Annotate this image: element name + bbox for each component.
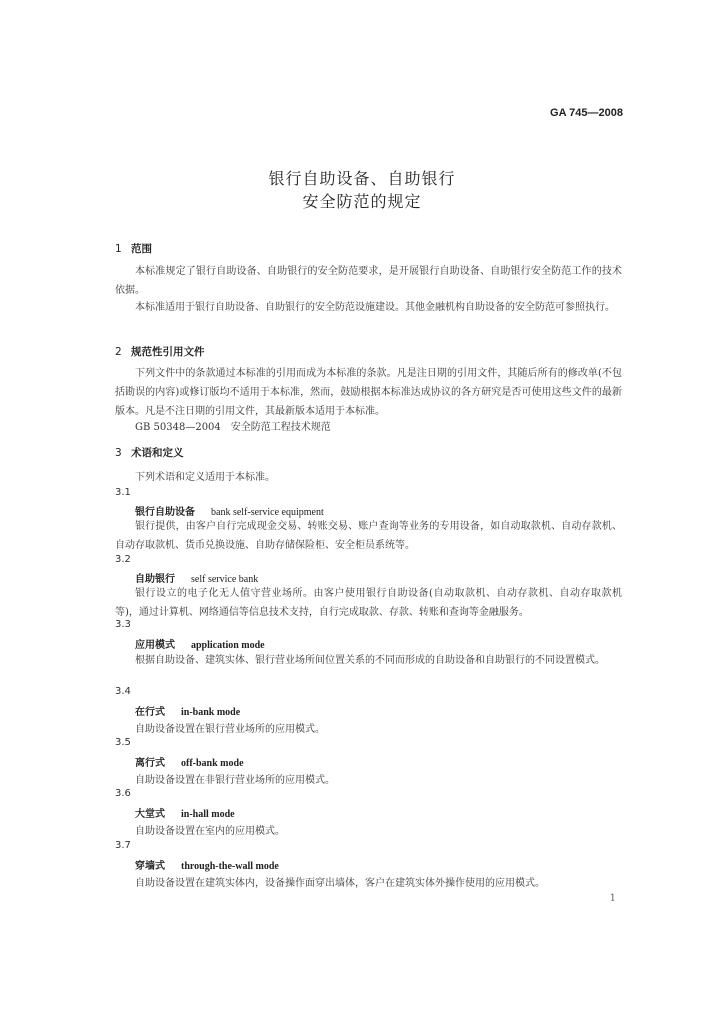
term-en: self service bank <box>191 574 259 585</box>
term-entry <box>135 805 235 820</box>
section-1-paragraph-1: 本标准规定了银行自助设备、自助银行的安全防范要求，是开展银行自助设备、自助银行安全防范工作的技术依据。 <box>115 266 622 296</box>
term-en: bank self-service equipment <box>211 507 324 518</box>
term-zh: 在行式 <box>135 707 165 718</box>
section-3-intro: 下列术语和定义适用于本标准。 <box>135 472 275 483</box>
term-entry <box>135 570 258 585</box>
section-title: 术语和定义 <box>131 447 184 459</box>
term-definition: 自助设备设置在室内的应用模式。 <box>135 826 285 837</box>
term-definition: 根据自助设备、建筑实体、银行营业场所间位置关系的不同而形成的自助设备和自助银行的不同设置模式。 <box>135 655 605 666</box>
page-number: 1 <box>609 893 616 904</box>
term-zh: 自助银行 <box>135 574 175 585</box>
term-zh: 大堂式 <box>135 809 165 820</box>
term-definition: 银行提供，由客户自行完成现金交易、转账交易、账户查询等业务的专用设备，如自动取款机、自动存款机、自动存取款机、货币兑换设施、自助存储保险柜、安全柜员系统等。 <box>115 521 622 551</box>
section-2-paragraph: 下列文件中的条款通过本标准的引用而成为本标准的条款。凡是注日期的引用文件，其随后所有的修改单(不包括勘误的内容)或修订版均不适用于本标准，然而，鼓励根据本标准达成协议的各方研究是否可使用这些文件的最新版本。凡是不注日期的引用文件，其最新版本适用于本标准。 <box>115 368 622 417</box>
section-number: 3 <box>115 447 122 459</box>
clause-number: 3.5 <box>115 737 131 748</box>
term-entry <box>135 636 265 651</box>
document-title-line1: 银行自助设备、自助银行 <box>268 169 456 188</box>
section-3-heading <box>115 445 184 460</box>
document-title-line2: 安全防范的规定 <box>302 192 422 211</box>
term-definition: 银行设立的电子化无人值守营业场所。由客户使用银行自助设备(自动取款机、自动存款机、自动存取款机等)，通过计算机、网络通信等信息技术支持，自行完成取款、存款、转账和查询等金融服务。 <box>115 588 622 618</box>
section-1-paragraph-2: 本标准适用于银行自助设备、自助银行的安全防范设施建设。其他金融机构自助设备的安全防范可参照执行。 <box>135 302 615 313</box>
term-en: through-the-wall mode <box>181 861 279 872</box>
term-definition: 自助设备设置在非银行营业场所的应用模式。 <box>135 775 335 786</box>
section-number: 2 <box>115 346 122 358</box>
clause-number: 3.6 <box>115 788 131 799</box>
clause-number: 3.7 <box>115 840 131 851</box>
section-2-heading <box>115 344 205 359</box>
term-entry <box>135 703 240 718</box>
term-en: in-hall mode <box>181 809 235 820</box>
clause-number: 3.1 <box>115 487 131 498</box>
section-title: 范围 <box>131 243 152 255</box>
normative-reference: GB 50348—2004 安全防范工程技术规范 <box>135 422 331 433</box>
term-en: off-bank mode <box>181 758 244 769</box>
term-zh: 穿墙式 <box>135 861 165 872</box>
standard-code: GA 745—2008 <box>550 107 623 119</box>
section-1-heading <box>115 241 152 256</box>
term-en: application mode <box>191 640 265 651</box>
term-entry <box>135 857 279 872</box>
clause-number: 3.3 <box>115 619 131 630</box>
term-zh: 离行式 <box>135 758 165 769</box>
section-number: 1 <box>115 243 122 255</box>
term-zh: 银行自助设备 <box>135 507 195 518</box>
term-zh: 应用模式 <box>135 640 175 651</box>
clause-number: 3.2 <box>115 554 131 565</box>
term-definition: 自助设备设置在银行营业场所的应用模式。 <box>135 724 325 735</box>
clause-number: 3.4 <box>115 686 131 697</box>
term-entry <box>135 503 324 518</box>
section-title: 规范性引用文件 <box>131 346 205 358</box>
term-en: in-bank mode <box>181 707 241 718</box>
term-definition: 自助设备设置在建筑实体内，设备操作面穿出墙体，客户在建筑实体外操作使用的应用模式。 <box>135 878 545 889</box>
term-entry <box>135 754 244 769</box>
